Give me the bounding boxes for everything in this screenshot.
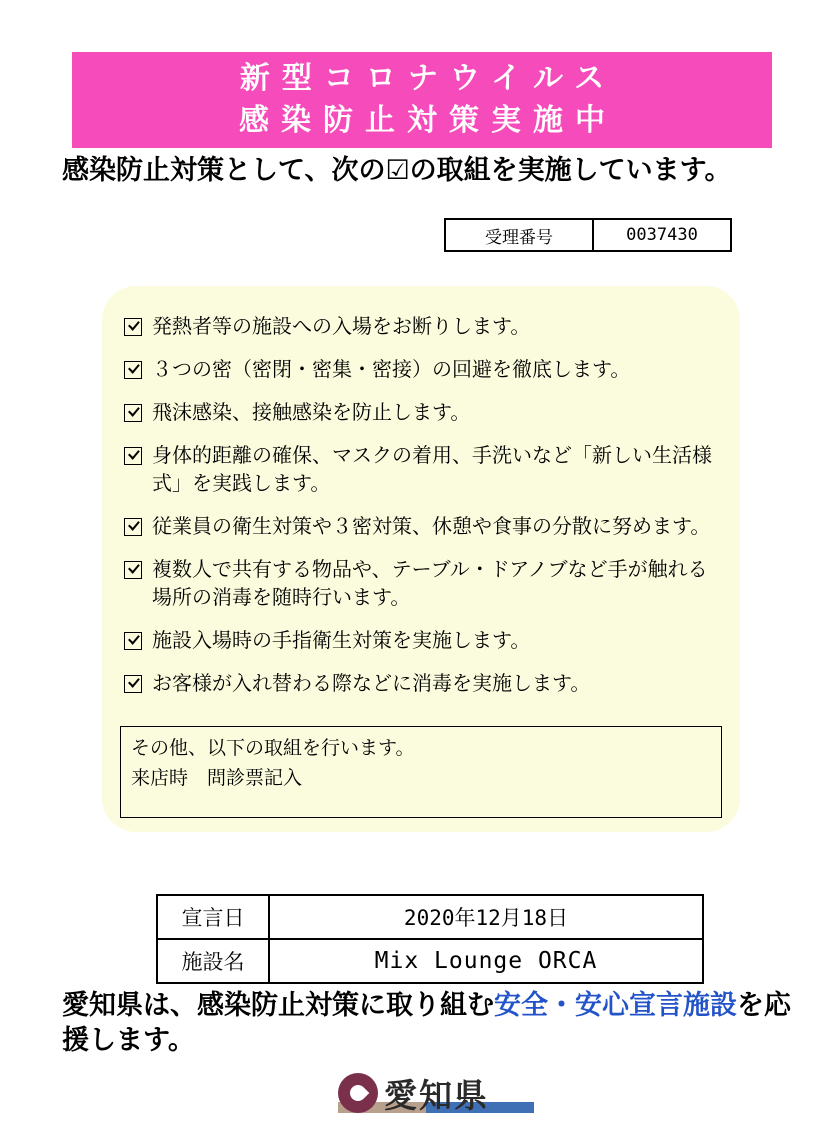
banner-line-1: 新型コロナウイルス [239, 61, 617, 96]
list-item-label: 身体的距離の確保、マスクの着用、手洗いなど「新しい生活様式」を実践します。 [152, 443, 712, 495]
table-row [158, 896, 702, 940]
checkbox-checked-icon [124, 404, 142, 422]
list-item [124, 555, 720, 611]
footer-text-part2: を応援します。 [62, 990, 791, 1056]
lead-text: 感染防止対策として、次の☑の取組を実施しています。 [62, 155, 732, 186]
footer-text-part1: 愛知県は、感染防止対策に取り組む [62, 990, 494, 1021]
list-item [124, 441, 720, 497]
list-item-label: ３つの密（密閉・密集・密接）の回避を徹底します。 [152, 357, 631, 381]
table-row [158, 940, 702, 984]
receipt-number-label: 受理番号 [446, 220, 594, 250]
measures-list [124, 312, 720, 712]
list-item-label: 施設入場時の手指衛生対策を実施します。 [152, 628, 531, 652]
measures-panel [102, 286, 740, 832]
receipt-number-value: 0037430 [626, 225, 698, 245]
list-item-label: 飛沫感染、接触感染を防止します。 [152, 400, 471, 424]
banner-line-2: 感染防止対策実施中 [239, 103, 617, 138]
list-item [124, 355, 720, 383]
declaration-date-value: 2020年12月18日 [403, 906, 569, 930]
list-item [124, 512, 720, 540]
declaration-date-label: 宣言日 [158, 896, 270, 938]
checkbox-checked-icon [124, 361, 142, 379]
list-item-label: 従業員の衛生対策や３密対策、休憩や食事の分散に努めます。 [152, 514, 711, 538]
declaration-table [156, 894, 704, 984]
checkbox-checked-icon [124, 561, 142, 579]
aichi-emblem-icon [338, 1073, 378, 1113]
footer-text [62, 988, 792, 1058]
facility-name-value: Mix Lounge ORCA [374, 948, 598, 974]
logo-label: 愛知県 [384, 1075, 489, 1115]
aichi-prefecture-logo [338, 1068, 534, 1118]
list-item [124, 626, 720, 654]
list-item [124, 398, 720, 426]
list-item-label: 複数人で共有する物品や、テーブル・ドアノブなど手が触れる場所の消毒を随時行います。 [152, 557, 708, 609]
list-item [124, 669, 720, 697]
free-text-line-2: 来店時 問診票記入 [131, 767, 303, 789]
free-text-box [120, 726, 722, 818]
banner [72, 52, 772, 148]
footer-text-highlight: 安全・安心宣言施設 [494, 990, 737, 1021]
checkbox-checked-icon [124, 447, 142, 465]
checkbox-checked-icon [124, 318, 142, 336]
list-item-label: お客様が入れ替わる際などに消毒を実施します。 [152, 671, 591, 695]
facility-name-label: 施設名 [158, 940, 270, 982]
list-item-label: 発熱者等の施設への入場をお断りします。 [152, 314, 531, 338]
checkbox-checked-icon [124, 675, 142, 693]
list-item [124, 312, 720, 340]
free-text-line-1: その他、以下の取組を行います。 [131, 737, 415, 759]
receipt-number-table [444, 218, 732, 252]
checkbox-checked-icon [124, 632, 142, 650]
checkbox-checked-icon [124, 518, 142, 536]
